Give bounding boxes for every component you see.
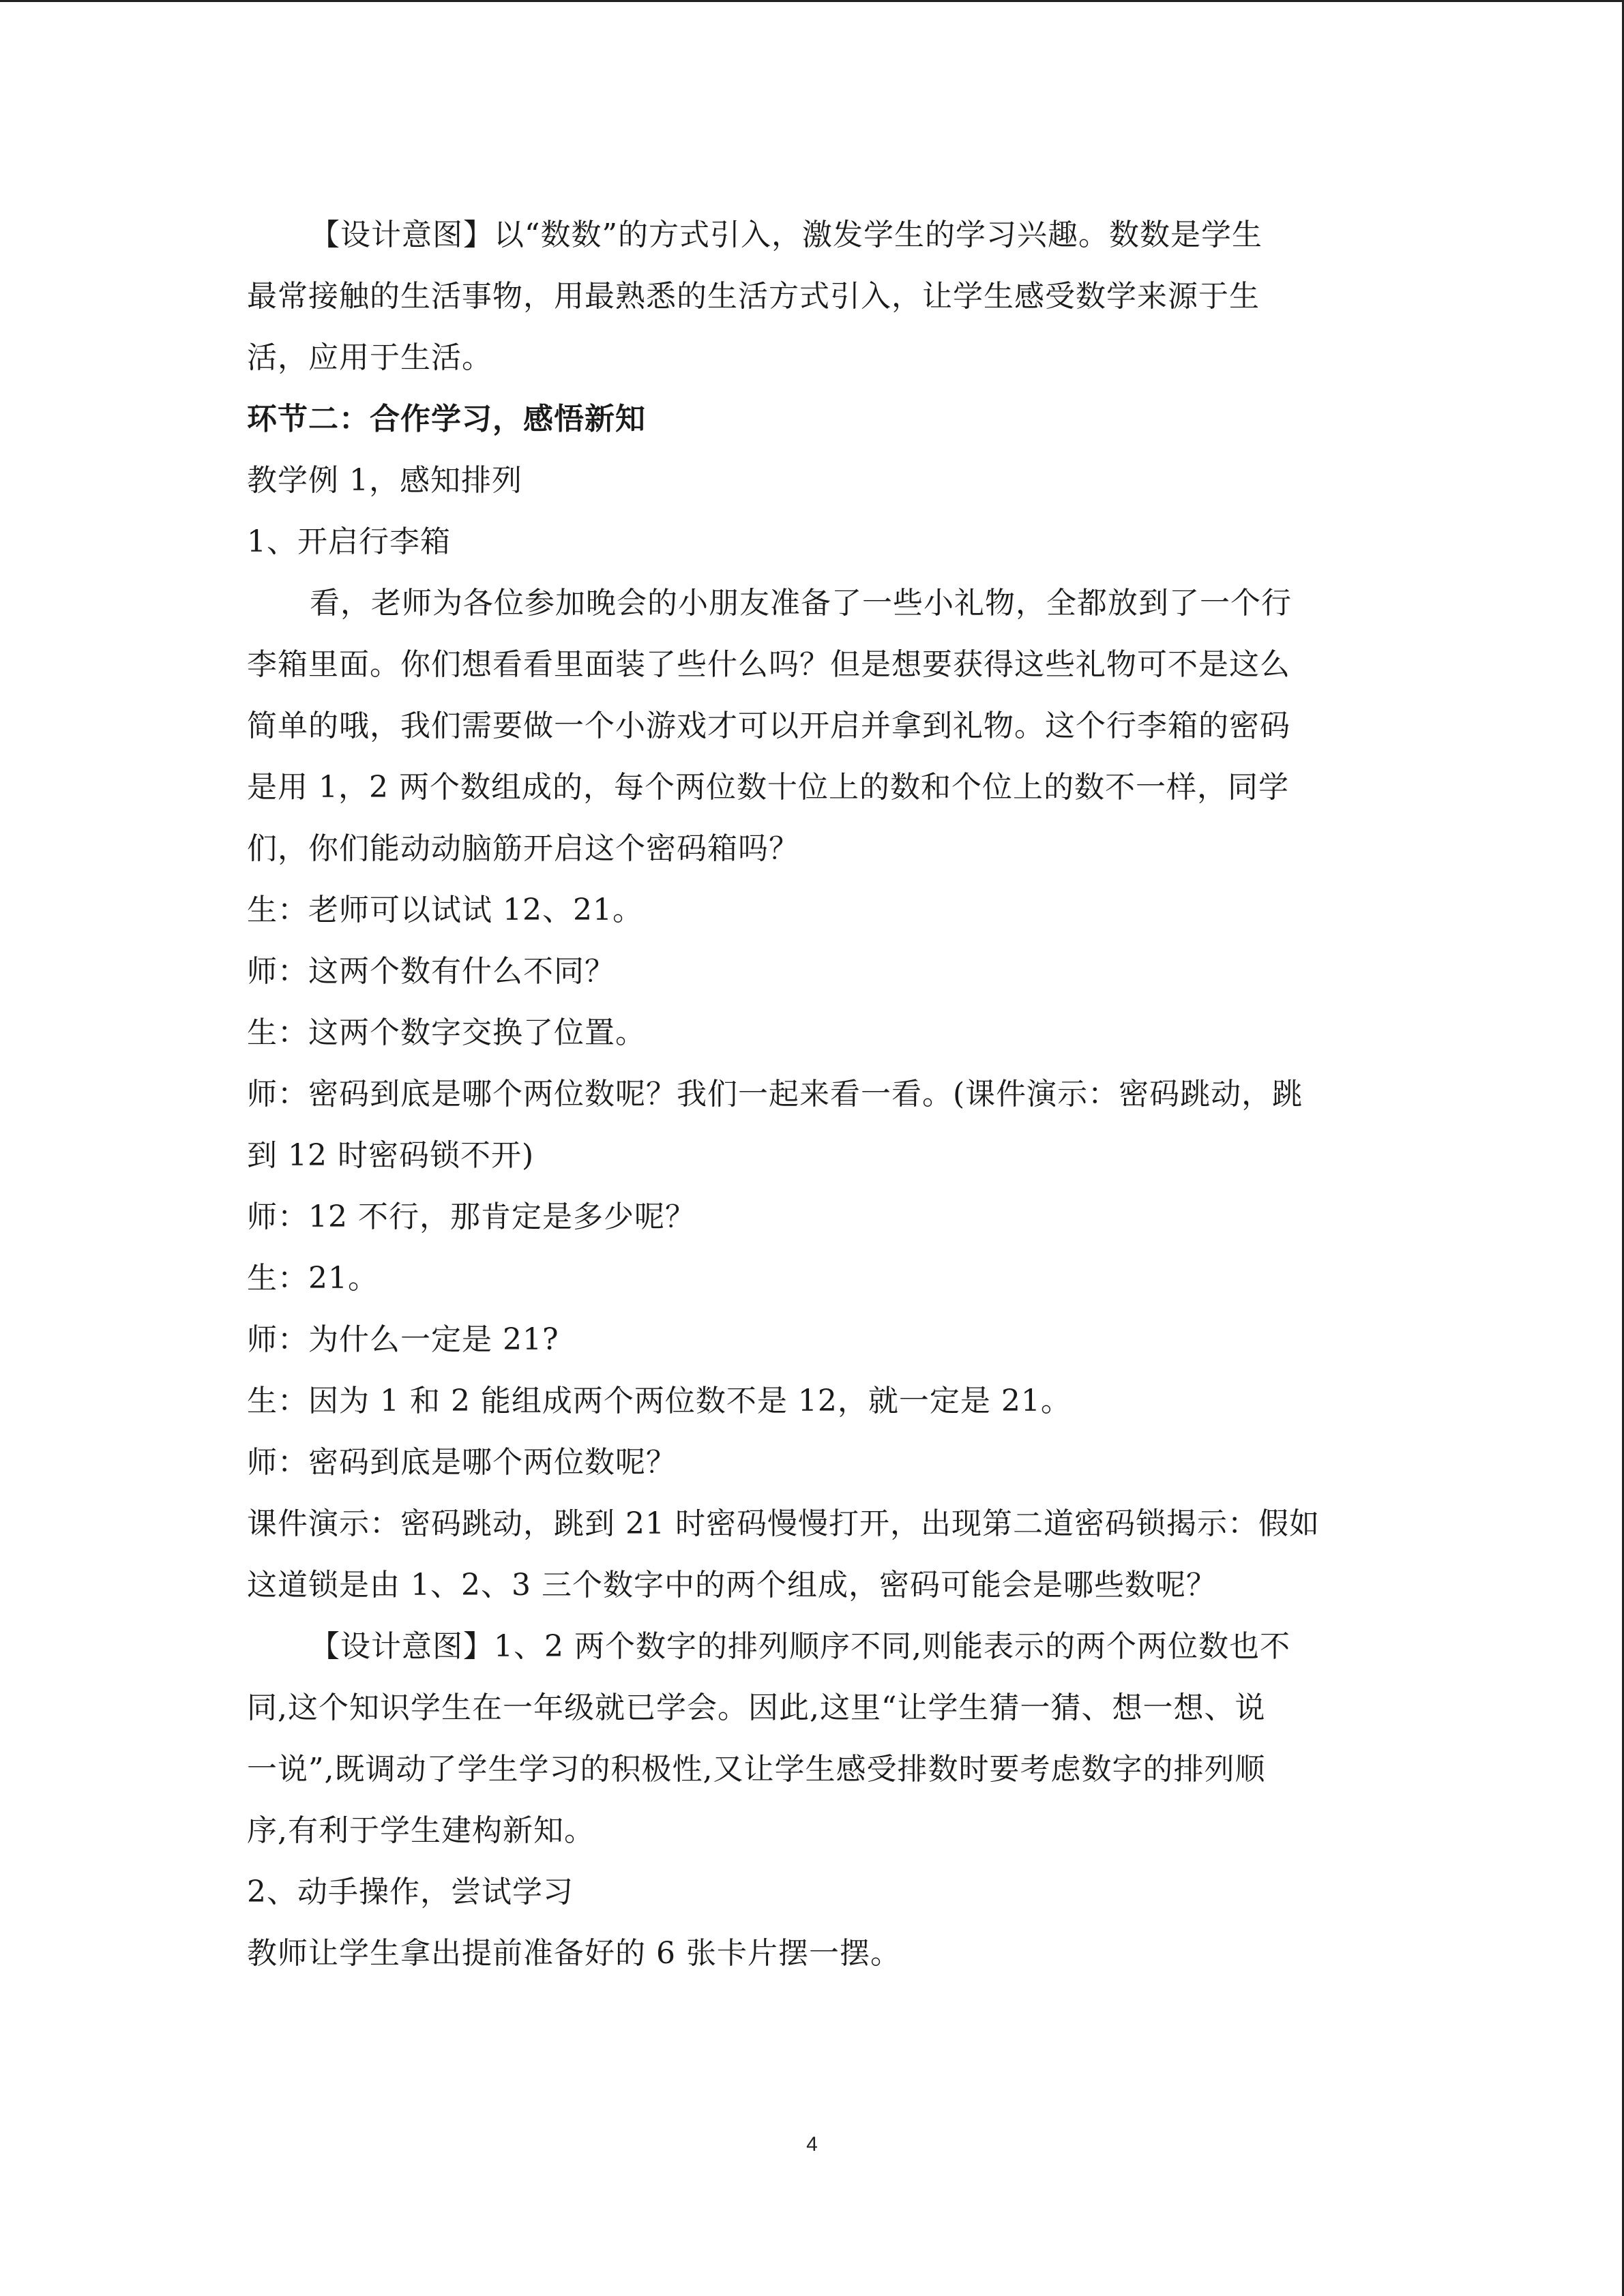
text-line: 活，应用于生活。 — [247, 340, 492, 375]
text-line: 同,这个知识学生在一年级就已学会。因此,这里“让学生猜一猜、想一想、说 — [247, 1690, 1266, 1725]
text-line: 一说”,既调动了学生学习的积极性,又让学生感受排数时要考虑数字的排列顺 — [247, 1752, 1266, 1787]
document-body — [247, 205, 1379, 1984]
text-line: 师：密码到底是哪个两位数呢？我们一起来看一看。(课件演示：密码跳动，跳 — [247, 1077, 1303, 1112]
text-line: 【设计意图】1、2 两个数字的排列顺序不同,则能表示的两个两位数也不 — [310, 1629, 1290, 1664]
text-line: 看，老师为各位参加晚会的小朋友准备了一些小礼物，全都放到了一个行 — [310, 586, 1292, 621]
text-line: 生：这两个数字交换了位置。 — [247, 1015, 646, 1050]
text-line: 2、动手操作，尝试学习 — [247, 1875, 574, 1909]
text-line: 课件演示：密码跳动，跳到 21 时密码慢慢打开，出现第二道密码锁揭示：假如 — [247, 1506, 1320, 1541]
text-line: 师：为什么一定是 21? — [247, 1322, 559, 1357]
text-line: 师：密码到底是哪个两位数呢？ — [247, 1445, 677, 1480]
text-line: 师：这两个数有什么不同？ — [247, 954, 615, 989]
text-line: 1、开启行李箱 — [247, 524, 451, 559]
text-line: 这道锁是由 1、2、3 三个数字中的两个组成，密码可能会是哪些数呢？ — [247, 1568, 1217, 1602]
text-line: 最常接触的生活事物，用最熟悉的生活方式引入，让学生感受数学来源于生 — [247, 279, 1260, 314]
text-line: 们，你们能动动脑筋开启这个密码箱吗？ — [247, 831, 799, 866]
page-top-border — [0, 0, 1624, 2]
text-line: 生：21。 — [247, 1261, 379, 1296]
text-line: 简单的哦，我们需要做一个小游戏才可以开启并拿到礼物。这个行李箱的密码 — [247, 709, 1290, 743]
text-line: 生：老师可以试试 12、21。 — [247, 893, 643, 927]
text-line: 师：12 不行，那肯定是多少呢？ — [247, 1199, 696, 1234]
text-line: 是用 1，2 两个数组成的，每个两位数十位上的数和个位上的数不一样，同学 — [247, 770, 1289, 805]
page-number: 4 — [806, 2133, 818, 2156]
section-heading: 环节二：合作学习，感悟新知 — [247, 402, 646, 436]
text-line: 教学例 1，感知排列 — [247, 463, 522, 498]
text-line: 到 12 时密码锁不开) — [247, 1138, 535, 1173]
text-line: 生：因为 1 和 2 能组成两个两位数不是 12，就一定是 21。 — [247, 1384, 1072, 1418]
text-line: 序,有利于学生建构新知。 — [247, 1813, 595, 1848]
text-line: 李箱里面。你们想看看里面装了些什么吗？但是想要获得这些礼物可不是这么 — [247, 647, 1290, 682]
text-line: 教师让学生拿出提前准备好的 6 张卡片摆一摆。 — [247, 1936, 901, 1971]
text-line: 【设计意图】以“数数”的方式引入，激发学生的学习兴趣。数数是学生 — [310, 218, 1263, 252]
